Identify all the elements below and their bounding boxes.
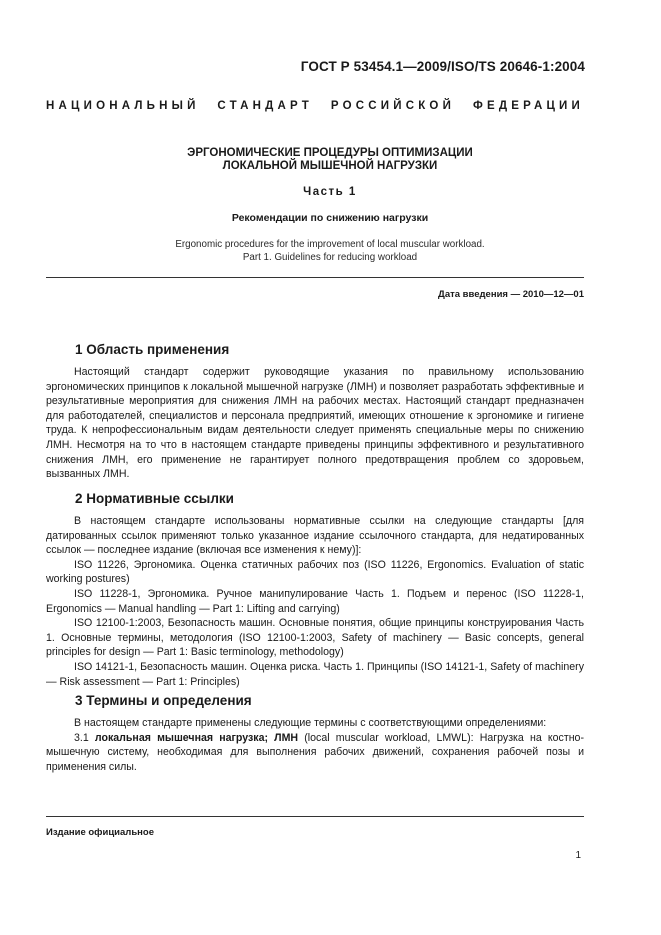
standard-code: ГОСТ Р 53454.1—2009/ISO/TS 20646-1:2004 [300, 59, 585, 74]
national-standard-banner: НАЦИОНАЛЬНЫЙ СТАНДАРТ РОССИЙСКОЙ ФЕДЕРАЦИИ [46, 100, 584, 112]
official-edition-label: Издание официальное [46, 827, 154, 838]
english-title [46, 239, 614, 264]
english-title-line-1: Ergonomic procedures for the improvement of local muscular workload. [175, 239, 485, 250]
normative-reference-4: ISO 14121-1, Безопасность машин. Оценка риска. Часть 1. Принципы (ISO 14121-1, Safety of machinery — Risk assessment — Part 1: Principles) [46, 660, 584, 688]
normative-reference-2: ISO 11228-1, Эргономика. Ручное манипулирование Часть 1. Подъем и перенос (ISO 11228-1, Ergonomics — Manual handling — Part 1: Lifting and carrying) [46, 587, 584, 615]
introduction-date: Дата введения — 2010—12—01 [438, 289, 584, 300]
section-1-body [46, 365, 584, 482]
footer-divider [46, 816, 584, 817]
page-number: 1 [575, 850, 581, 861]
term-number: 3.1 [74, 731, 89, 744]
title-line-1: ЭРГОНОМИЧЕСКИЕ ПРОЦЕДУРЫ ОПТИМИЗАЦИИ [187, 147, 473, 159]
section-3-body [46, 716, 584, 774]
divider [46, 277, 584, 278]
section-2-heading: 2 Нормативные ссылки [75, 491, 234, 506]
normative-reference-3: ISO 12100-1:2003, Безопасность машин. Основные понятия, общие принципы конструирования Часть 1. Основные термины, методология (ISO 12100-1:2003, Safety of machinery — Basic concepts, general principles for design — Part 1: Basic terminology, methodology) [46, 617, 584, 659]
part-subtitle: Рекомендации по снижению нагрузки [231, 212, 429, 224]
title-line-2: ЛОКАЛЬНОЙ МЫШЕЧНОЙ НАГРУЗКИ [222, 160, 438, 172]
term-definition-3-1 [46, 731, 584, 775]
section-3-intro: В настоящем стандарте применены следующие термины с соответствующими определениями: [74, 717, 547, 729]
term-definition: (local muscular workload, LMWL): Нагрузка на костно-мышечную систему, необходимая для выполнения рабочих движений, сохранения рабочей позы и применения силы. [46, 731, 584, 773]
document-title [46, 147, 614, 173]
english-title-line-2: Part 1. Guidelines for reducing workload [242, 251, 418, 263]
normative-reference-1: ISO 11226, Эргономика. Оценка статичных рабочих поз (ISO 11226, Ergonomics. Evaluation of static working postures) [46, 558, 584, 586]
part-label: Часть 1 [303, 186, 357, 198]
section-1-paragraph: Настоящий стандарт содержит руководящие указания по правильному использованию эргономических принципов к локальной мышечной нагрузке (ЛМН) и позволяет разработать эффективные и результативные мероприятия для снижения ЛМН на рабочих местах. Настоящий стандарт предназначен для работодателей, специалистов и персонала предприятий, имеющих отношение к эргономике и гигиене труда. К непрофессиональным видам деятельности следует применять специальные меры по снижению ЛМН. Несмотря на то что в настоящем стандарте приведены принципы эффективного и результативного снижения ЛМН, его применение не гарантирует полного предотвращения проблем со здоровьем, вызванных ЛМН. [46, 366, 584, 481]
section-3-heading: 3 Термины и определения [75, 693, 252, 708]
section-2-intro: В настоящем стандарте использованы нормативные ссылки на следующие стандарты [для датированных ссылок применяют только указанное издание ссылочного стандарта, для недатированных ссылок — последнее издание (включая все изменения к нему)]: [46, 515, 584, 557]
section-2-body [46, 514, 584, 689]
section-1-heading: 1 Область применения [75, 342, 230, 357]
term-name: локальная мышечная нагрузка; ЛМН [94, 731, 299, 744]
